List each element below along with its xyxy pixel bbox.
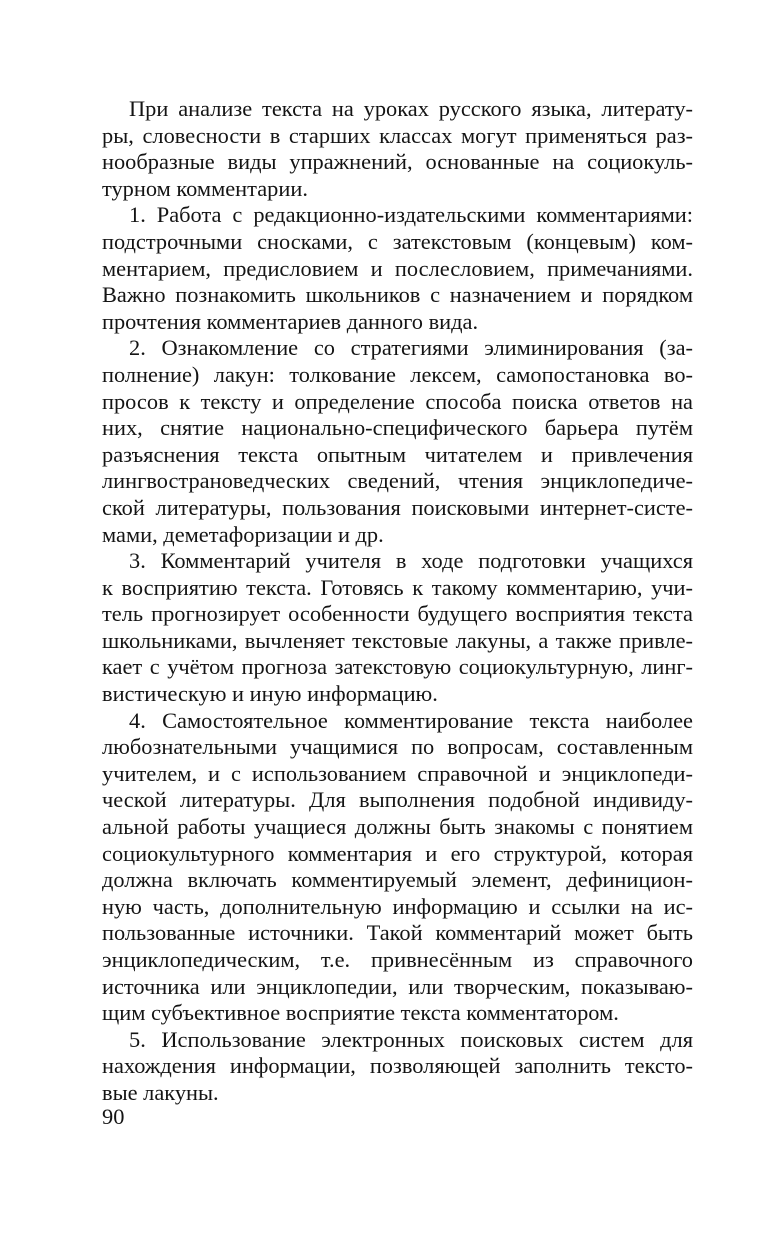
text-line: энциклопедическим, т.е. привнесённым из справочного — [102, 947, 693, 972]
paragraph — [102, 202, 693, 335]
text-line: ментарием, предисловием и послесловием, примечаниями. — [102, 255, 693, 281]
text-line: 2. Ознакомление со стратегиями элиминирования (за- — [129, 335, 693, 361]
text-line: пользованные источники. Такой комментарий может быть — [102, 920, 693, 946]
paragraph — [102, 335, 693, 548]
text-line: ную часть, дополнительную информацию и ссылки на ис- — [102, 893, 693, 919]
paragraph — [102, 1027, 693, 1107]
text-line: полнение) лакун: толкование лексем, самопостановка во- — [102, 361, 693, 387]
text-line: 4. Самостоятельное комментирование текста наиболее — [129, 707, 693, 733]
text-line: нообразные виды упражнений, основанные на социокуль- — [102, 149, 693, 175]
text-line: тель прогнозирует особенности будущего восприятия текста — [102, 601, 693, 627]
text-line: мами, деметафоризации и др. — [102, 521, 384, 547]
text-line: разъяснения текста опытным читателем и привлечения — [102, 441, 693, 467]
page-number: 90 — [102, 1104, 125, 1129]
text-line: 3. Комментарий учителя в ходе подготовки учащихся — [129, 548, 693, 574]
body-text — [102, 96, 693, 1107]
text-line: При анализе текста на уроках русского языка, литерату- — [129, 96, 693, 121]
paragraph — [102, 96, 693, 202]
text-line: щим субъективное восприятие текста комментатором. — [102, 1000, 619, 1026]
text-line: к восприятию текста. Готовясь к такому комментарию, учи- — [102, 574, 693, 600]
text-line: 5. Использование электронных поисковых систем для — [129, 1026, 693, 1052]
text-line: подстрочными сносками, с затекстовым (концевым) ком- — [102, 228, 693, 254]
text-line: них, снятие национально-специфического барьера путём — [102, 415, 693, 441]
text-line: кает с учётом прогноза затекстовую социокультурную, линг- — [102, 654, 693, 680]
text-line: альной работы учащиеся должны быть знакомы с понятием — [102, 814, 693, 840]
text-line: прочтения комментариев данного вида. — [102, 308, 479, 334]
text-line: Важно познакомить школьников с назначением и порядком — [102, 282, 693, 308]
text-line: ческой литературы. Для выполнения подобной индивиду- — [102, 787, 693, 813]
text-line: ской литературы, пользования поисковыми интернет-систе- — [102, 494, 693, 520]
text-line: просов к тексту и определение способа поиска ответов на — [102, 388, 693, 414]
text-line: ры, словесности в старших классах могут применяться раз- — [102, 122, 693, 148]
text-line: школьниками, вычленяет текстовые лакуны, а также привле- — [102, 627, 693, 653]
text-line: нахождения информации, позволяющей заполнить тексто- — [102, 1053, 693, 1079]
text-line: лингвострановедческих сведений, чтения энциклопедиче- — [102, 468, 693, 494]
text-line: социокультурного комментария и его структурой, которая — [102, 840, 693, 866]
text-line: турном комментарии. — [102, 175, 308, 201]
paragraph — [102, 548, 693, 708]
text-line: учителем, и с использованием справочной и энциклопеди- — [102, 760, 693, 786]
text-line: 1. Работа с редакционно-издательскими комментариями: — [129, 202, 693, 228]
paragraph — [102, 708, 693, 1027]
text-line: должна включать комментируемый элемент, дефиницион- — [102, 867, 693, 893]
text-line: вистическую и иную информацию. — [102, 681, 438, 707]
text-line: любознательными учащимися по вопросам, составленным — [102, 734, 693, 760]
text-line: источника или энциклопедии, или творческим, показываю- — [102, 973, 693, 999]
text-line: вые лакуны. — [102, 1079, 219, 1105]
